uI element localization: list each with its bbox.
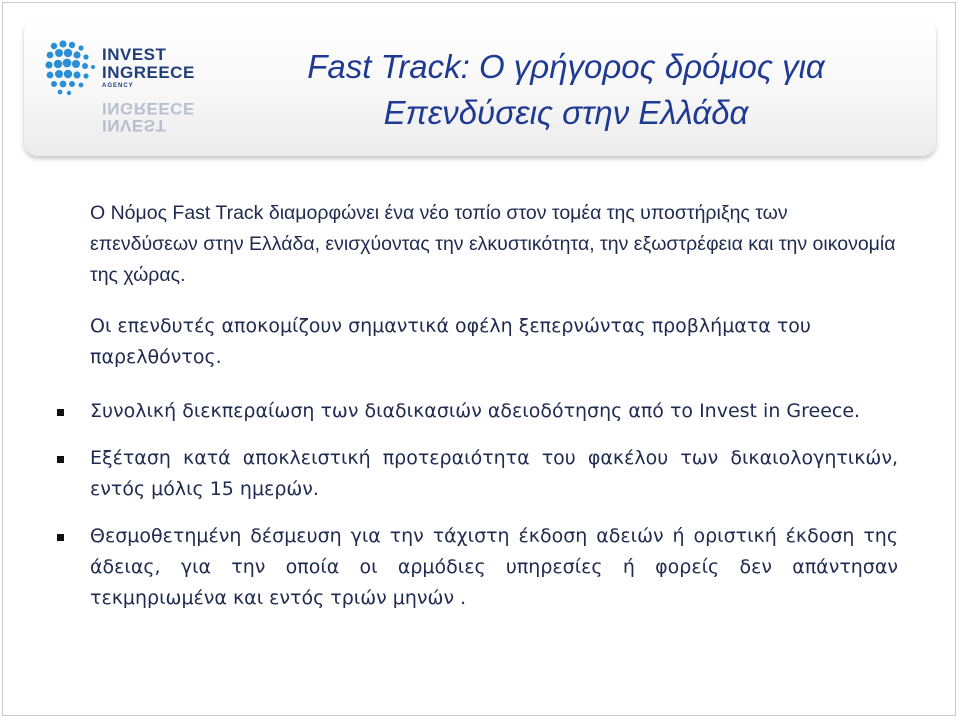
logo-word-agency: AGENCY: [102, 83, 134, 89]
slide-content: [90, 198, 898, 630]
intro-paragraph-investors: Οι επενδυτές αποκομίζουν σημαντικά οφέλη ξεπερνώντας προβλήματα του παρελθόντος.: [90, 315, 811, 368]
list-item: [90, 396, 898, 427]
list-item-text: Θεσμοθετημένη δέσμευση για την τάχιστη έκδοση αδειών ή οριστική έκδοση της άδειας, για την οποία οι αρμόδιες υπηρεσίες ή φορείς δεν απάντησαν τεκμηριωμένα και εντός τριών μηνών .: [90, 525, 898, 609]
list-item-text: Συνολική διεκπεραίωση των διαδικασιών αδειοδότησης από το Invest in Greece.: [90, 400, 861, 422]
benefits-list: [90, 396, 898, 614]
logo-word-invest: INVEST: [102, 45, 167, 64]
list-item: [90, 443, 898, 505]
logo-reflection: [102, 100, 195, 134]
intro-paragraph-law: Ο Νόμος Fast Track διαμορφώνει ένα νέο τοπίο στον τομέα της υποστήριξης των επενδύσεων στην Ελλάδα, ενισχύοντας την ελκυστικότητα, την εξωστρέφεια και την οικονομία της χώρας.: [90, 202, 896, 286]
slide-title: [230, 44, 902, 136]
square-bullet-icon: [57, 456, 64, 463]
invest-in-greece-logo: [44, 34, 200, 144]
slide-title-line2: Επενδύσεις στην Ελλάδα: [383, 94, 749, 131]
logo-dot-globe-icon: [44, 38, 100, 102]
slide-title-line1: Fast Track: Ο γρήγορος δρόμος για: [307, 48, 825, 85]
list-item: [90, 521, 898, 614]
square-bullet-icon: [57, 409, 64, 416]
list-item-text: Εξέταση κατά αποκλειστική προτεραιότητα του φακέλου των δικαιολογητικών, εντός μόλις 15 ημερών.: [90, 447, 898, 500]
logo-word-ingreece: INGREECE: [102, 63, 195, 82]
logo-wordmark: [102, 46, 195, 89]
logo-reflection-ingreece: INGREECE: [102, 99, 195, 118]
square-bullet-icon: [57, 534, 64, 541]
logo-reflection-invest: INVEST: [102, 116, 167, 135]
